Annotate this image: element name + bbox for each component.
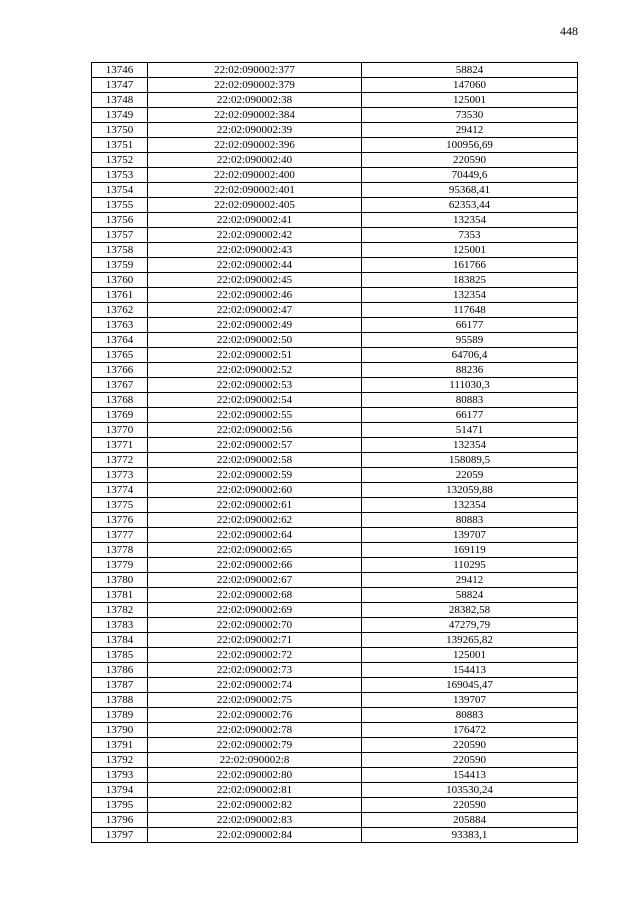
value-cell: 51471 bbox=[362, 423, 578, 438]
row-number-cell: 13761 bbox=[92, 288, 148, 303]
cadastral-number-cell: 22:02:090002:68 bbox=[148, 588, 362, 603]
table-row bbox=[92, 768, 578, 783]
value-cell: 62353,44 bbox=[362, 198, 578, 213]
table-row bbox=[92, 678, 578, 693]
cadastral-number-cell: 22:02:090002:55 bbox=[148, 408, 362, 423]
table-row bbox=[92, 588, 578, 603]
row-number-cell: 13749 bbox=[92, 108, 148, 123]
value-cell: 47279,79 bbox=[362, 618, 578, 633]
value-cell: 64706,4 bbox=[362, 348, 578, 363]
cadastral-number-cell: 22:02:090002:42 bbox=[148, 228, 362, 243]
page-number: 448 bbox=[560, 24, 578, 38]
row-number-cell: 13758 bbox=[92, 243, 148, 258]
table-row bbox=[92, 543, 578, 558]
cadastral-number-cell: 22:02:090002:69 bbox=[148, 603, 362, 618]
value-cell: 95589 bbox=[362, 333, 578, 348]
value-cell: 132059,88 bbox=[362, 483, 578, 498]
cadastral-number-cell: 22:02:090002:44 bbox=[148, 258, 362, 273]
cadastral-number-cell: 22:02:090002:43 bbox=[148, 243, 362, 258]
row-number-cell: 13794 bbox=[92, 783, 148, 798]
table-row bbox=[92, 378, 578, 393]
row-number-cell: 13766 bbox=[92, 363, 148, 378]
cadastral-number-cell: 22:02:090002:56 bbox=[148, 423, 362, 438]
cadastral-number-cell: 22:02:090002:81 bbox=[148, 783, 362, 798]
value-cell: 220590 bbox=[362, 798, 578, 813]
row-number-cell: 13796 bbox=[92, 813, 148, 828]
cadastral-number-cell: 22:02:090002:64 bbox=[148, 528, 362, 543]
table-row bbox=[92, 468, 578, 483]
row-number-cell: 13759 bbox=[92, 258, 148, 273]
row-number-cell: 13784 bbox=[92, 633, 148, 648]
value-cell: 88236 bbox=[362, 363, 578, 378]
table-row bbox=[92, 258, 578, 273]
cadastral-number-cell: 22:02:090002:66 bbox=[148, 558, 362, 573]
value-cell: 80883 bbox=[362, 708, 578, 723]
cadastral-number-cell: 22:02:090002:82 bbox=[148, 798, 362, 813]
cadastral-number-cell: 22:02:090002:58 bbox=[148, 453, 362, 468]
value-cell: 132354 bbox=[362, 288, 578, 303]
row-number-cell: 13774 bbox=[92, 483, 148, 498]
cadastral-number-cell: 22:02:090002:52 bbox=[148, 363, 362, 378]
cadastral-number-cell: 22:02:090002:59 bbox=[148, 468, 362, 483]
cadastral-number-cell: 22:02:090002:50 bbox=[148, 333, 362, 348]
table-row bbox=[92, 243, 578, 258]
row-number-cell: 13763 bbox=[92, 318, 148, 333]
table-row bbox=[92, 213, 578, 228]
table-row bbox=[92, 63, 578, 78]
table-row bbox=[92, 123, 578, 138]
table-row bbox=[92, 453, 578, 468]
cadastral-number-cell: 22:02:090002:72 bbox=[148, 648, 362, 663]
cadastral-number-cell: 22:02:090002:84 bbox=[148, 828, 362, 843]
cadastral-number-cell: 22:02:090002:71 bbox=[148, 633, 362, 648]
cadastral-number-cell: 22:02:090002:62 bbox=[148, 513, 362, 528]
value-cell: 29412 bbox=[362, 123, 578, 138]
row-number-cell: 13792 bbox=[92, 753, 148, 768]
row-number-cell: 13772 bbox=[92, 453, 148, 468]
row-number-cell: 13757 bbox=[92, 228, 148, 243]
cadastral-number-cell: 22:02:090002:76 bbox=[148, 708, 362, 723]
cadastral-number-cell: 22:02:090002:45 bbox=[148, 273, 362, 288]
table-row bbox=[92, 723, 578, 738]
row-number-cell: 13760 bbox=[92, 273, 148, 288]
row-number-cell: 13789 bbox=[92, 708, 148, 723]
value-cell: 58824 bbox=[362, 63, 578, 78]
row-number-cell: 13787 bbox=[92, 678, 148, 693]
row-number-cell: 13767 bbox=[92, 378, 148, 393]
value-cell: 183825 bbox=[362, 273, 578, 288]
value-cell: 103530,24 bbox=[362, 783, 578, 798]
table-row bbox=[92, 798, 578, 813]
cadastral-number-cell: 22:02:090002:73 bbox=[148, 663, 362, 678]
value-cell: 80883 bbox=[362, 513, 578, 528]
table-row bbox=[92, 513, 578, 528]
cadastral-number-cell: 22:02:090002:47 bbox=[148, 303, 362, 318]
table-row bbox=[92, 633, 578, 648]
row-number-cell: 13791 bbox=[92, 738, 148, 753]
value-cell: 220590 bbox=[362, 753, 578, 768]
table-row bbox=[92, 573, 578, 588]
value-cell: 125001 bbox=[362, 243, 578, 258]
value-cell: 139707 bbox=[362, 693, 578, 708]
row-number-cell: 13788 bbox=[92, 693, 148, 708]
value-cell: 58824 bbox=[362, 588, 578, 603]
value-cell: 100956,69 bbox=[362, 138, 578, 153]
cadastral-number-cell: 22:02:090002:396 bbox=[148, 138, 362, 153]
row-number-cell: 13748 bbox=[92, 93, 148, 108]
table-row bbox=[92, 153, 578, 168]
row-number-cell: 13776 bbox=[92, 513, 148, 528]
table-row bbox=[92, 813, 578, 828]
cadastral-number-cell: 22:02:090002:401 bbox=[148, 183, 362, 198]
table-row bbox=[92, 753, 578, 768]
value-cell: 220590 bbox=[362, 738, 578, 753]
row-number-cell: 13785 bbox=[92, 648, 148, 663]
value-cell: 70449,6 bbox=[362, 168, 578, 183]
table-row bbox=[92, 438, 578, 453]
value-cell: 158089,5 bbox=[362, 453, 578, 468]
cadastral-number-cell: 22:02:090002:79 bbox=[148, 738, 362, 753]
value-cell: 125001 bbox=[362, 93, 578, 108]
cadastral-number-cell: 22:02:090002:38 bbox=[148, 93, 362, 108]
value-cell: 7353 bbox=[362, 228, 578, 243]
row-number-cell: 13769 bbox=[92, 408, 148, 423]
cadastral-number-cell: 22:02:090002:70 bbox=[148, 618, 362, 633]
table-row bbox=[92, 483, 578, 498]
row-number-cell: 13778 bbox=[92, 543, 148, 558]
table-row bbox=[92, 618, 578, 633]
value-cell: 29412 bbox=[362, 573, 578, 588]
cadastral-number-cell: 22:02:090002:8 bbox=[148, 753, 362, 768]
table-row bbox=[92, 228, 578, 243]
table-row bbox=[92, 423, 578, 438]
row-number-cell: 13783 bbox=[92, 618, 148, 633]
cadastral-number-cell: 22:02:090002:54 bbox=[148, 393, 362, 408]
cadastral-number-cell: 22:02:090002:75 bbox=[148, 693, 362, 708]
value-cell: 80883 bbox=[362, 393, 578, 408]
value-cell: 132354 bbox=[362, 213, 578, 228]
data-table bbox=[91, 62, 578, 843]
row-number-cell: 13753 bbox=[92, 168, 148, 183]
table-row bbox=[92, 693, 578, 708]
row-number-cell: 13786 bbox=[92, 663, 148, 678]
table-row bbox=[92, 138, 578, 153]
table-row bbox=[92, 783, 578, 798]
cadastral-number-cell: 22:02:090002:60 bbox=[148, 483, 362, 498]
table-row bbox=[92, 603, 578, 618]
value-cell: 93383,1 bbox=[362, 828, 578, 843]
cadastral-number-cell: 22:02:090002:49 bbox=[148, 318, 362, 333]
cadastral-number-cell: 22:02:090002:41 bbox=[148, 213, 362, 228]
table-row bbox=[92, 93, 578, 108]
table-row bbox=[92, 408, 578, 423]
table-row bbox=[92, 303, 578, 318]
table-row bbox=[92, 528, 578, 543]
cadastral-number-cell: 22:02:090002:400 bbox=[148, 168, 362, 183]
table-body bbox=[92, 63, 578, 843]
value-cell: 117648 bbox=[362, 303, 578, 318]
table-row bbox=[92, 198, 578, 213]
table-row bbox=[92, 168, 578, 183]
cadastral-number-cell: 22:02:090002:67 bbox=[148, 573, 362, 588]
row-number-cell: 13747 bbox=[92, 78, 148, 93]
cadastral-number-cell: 22:02:090002:40 bbox=[148, 153, 362, 168]
table-row bbox=[92, 558, 578, 573]
table-row bbox=[92, 288, 578, 303]
row-number-cell: 13775 bbox=[92, 498, 148, 513]
table-row bbox=[92, 648, 578, 663]
table-row bbox=[92, 738, 578, 753]
row-number-cell: 13762 bbox=[92, 303, 148, 318]
row-number-cell: 13780 bbox=[92, 573, 148, 588]
cadastral-number-cell: 22:02:090002:405 bbox=[148, 198, 362, 213]
table-row bbox=[92, 108, 578, 123]
table-row bbox=[92, 663, 578, 678]
value-cell: 132354 bbox=[362, 438, 578, 453]
value-cell: 66177 bbox=[362, 318, 578, 333]
cadastral-number-cell: 22:02:090002:53 bbox=[148, 378, 362, 393]
cadastral-number-cell: 22:02:090002:83 bbox=[148, 813, 362, 828]
row-number-cell: 13771 bbox=[92, 438, 148, 453]
table-row bbox=[92, 498, 578, 513]
row-number-cell: 13782 bbox=[92, 603, 148, 618]
row-number-cell: 13790 bbox=[92, 723, 148, 738]
table-row bbox=[92, 708, 578, 723]
value-cell: 147060 bbox=[362, 78, 578, 93]
table-row bbox=[92, 318, 578, 333]
value-cell: 73530 bbox=[362, 108, 578, 123]
value-cell: 66177 bbox=[362, 408, 578, 423]
cadastral-number-cell: 22:02:090002:377 bbox=[148, 63, 362, 78]
value-cell: 111030,3 bbox=[362, 378, 578, 393]
cadastral-number-cell: 22:02:090002:65 bbox=[148, 543, 362, 558]
table-row bbox=[92, 273, 578, 288]
table-row bbox=[92, 78, 578, 93]
cadastral-number-cell: 22:02:090002:61 bbox=[148, 498, 362, 513]
row-number-cell: 13781 bbox=[92, 588, 148, 603]
row-number-cell: 13755 bbox=[92, 198, 148, 213]
table-row bbox=[92, 348, 578, 363]
cadastral-number-cell: 22:02:090002:74 bbox=[148, 678, 362, 693]
value-cell: 154413 bbox=[362, 768, 578, 783]
table-row bbox=[92, 183, 578, 198]
value-cell: 125001 bbox=[362, 648, 578, 663]
row-number-cell: 13797 bbox=[92, 828, 148, 843]
row-number-cell: 13795 bbox=[92, 798, 148, 813]
value-cell: 22059 bbox=[362, 468, 578, 483]
cadastral-number-cell: 22:02:090002:57 bbox=[148, 438, 362, 453]
row-number-cell: 13764 bbox=[92, 333, 148, 348]
cadastral-number-cell: 22:02:090002:80 bbox=[148, 768, 362, 783]
row-number-cell: 13773 bbox=[92, 468, 148, 483]
value-cell: 139265,82 bbox=[362, 633, 578, 648]
row-number-cell: 13770 bbox=[92, 423, 148, 438]
row-number-cell: 13765 bbox=[92, 348, 148, 363]
cadastral-number-cell: 22:02:090002:379 bbox=[148, 78, 362, 93]
value-cell: 220590 bbox=[362, 153, 578, 168]
row-number-cell: 13751 bbox=[92, 138, 148, 153]
table-row bbox=[92, 363, 578, 378]
value-cell: 176472 bbox=[362, 723, 578, 738]
row-number-cell: 13768 bbox=[92, 393, 148, 408]
value-cell: 28382,58 bbox=[362, 603, 578, 618]
row-number-cell: 13793 bbox=[92, 768, 148, 783]
value-cell: 169119 bbox=[362, 543, 578, 558]
row-number-cell: 13754 bbox=[92, 183, 148, 198]
cadastral-number-cell: 22:02:090002:46 bbox=[148, 288, 362, 303]
row-number-cell: 13779 bbox=[92, 558, 148, 573]
row-number-cell: 13746 bbox=[92, 63, 148, 78]
row-number-cell: 13752 bbox=[92, 153, 148, 168]
table-row bbox=[92, 393, 578, 408]
value-cell: 161766 bbox=[362, 258, 578, 273]
cadastral-number-cell: 22:02:090002:51 bbox=[148, 348, 362, 363]
value-cell: 139707 bbox=[362, 528, 578, 543]
cadastral-number-cell: 22:02:090002:39 bbox=[148, 123, 362, 138]
cadastral-number-cell: 22:02:090002:384 bbox=[148, 108, 362, 123]
row-number-cell: 13777 bbox=[92, 528, 148, 543]
value-cell: 169045,47 bbox=[362, 678, 578, 693]
value-cell: 110295 bbox=[362, 558, 578, 573]
value-cell: 95368,41 bbox=[362, 183, 578, 198]
row-number-cell: 13750 bbox=[92, 123, 148, 138]
value-cell: 205884 bbox=[362, 813, 578, 828]
cadastral-number-cell: 22:02:090002:78 bbox=[148, 723, 362, 738]
table-row bbox=[92, 333, 578, 348]
value-cell: 154413 bbox=[362, 663, 578, 678]
value-cell: 132354 bbox=[362, 498, 578, 513]
row-number-cell: 13756 bbox=[92, 213, 148, 228]
table-row bbox=[92, 828, 578, 843]
